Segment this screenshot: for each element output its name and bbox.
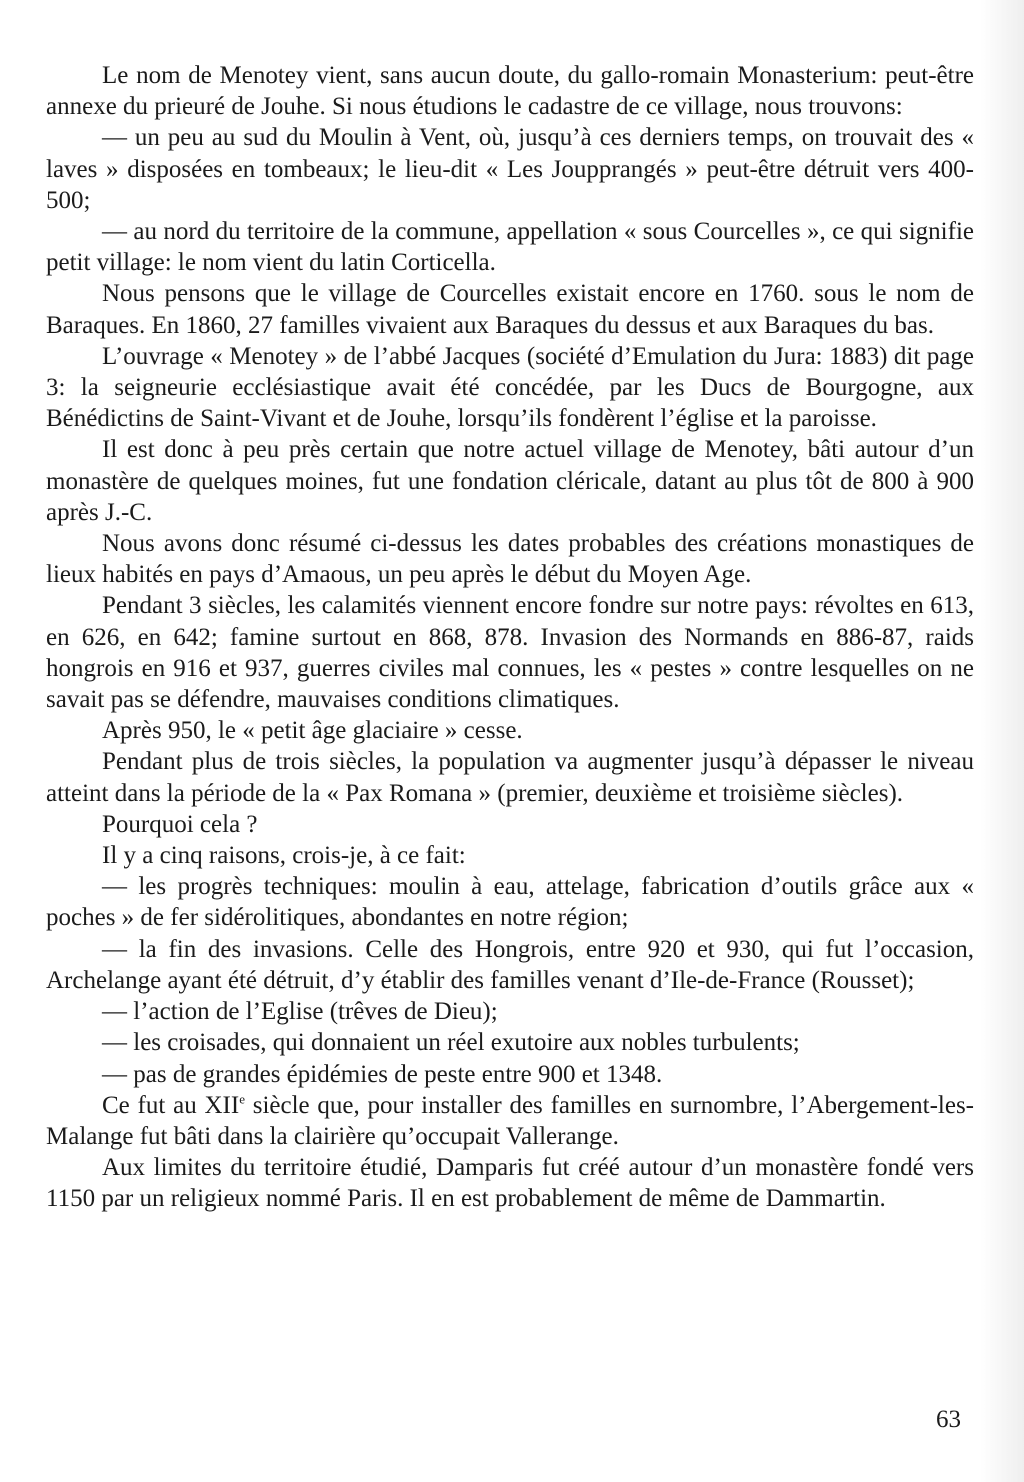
list-item-fin-invasions: — la fin des invasions. Celle des Hongrois, entre 920 et 930, qui fut l’occasion, Archelange ayant été détruit, d’y établir des familles venant d’Ile-de-France (Rousset); [46,935,974,994]
list-item-croisades: — les croisades, qui donnaient un réel exutoire aux nobles turbulents; [102,1029,800,1057]
paragraph-creations-monastiques: Nous avons donc résumé ci-dessus les dates probables des créations monastiques de lieux habités en pays d’Amaous, un peu après le début du Moyen Age. [46,530,974,589]
list-item-action-eglise: — l’action de l’Eglise (trêves de Dieu); [102,998,498,1026]
page-body [46,60,974,1215]
xii-superscript: e [239,1091,245,1107]
list-item-epidemies: — pas de grandes épidémies de peste entre 900 et 1348. [102,1060,663,1088]
xii-text-after: siècle que, pour installer des familles en surnombre, l’Abergement-les-Malange fut bâti dans la clairière qu’occupait Vallerange. [46,1091,974,1150]
paragraph-menotey-name: Le nom de Menotey vient, sans aucun doute, du gallo-romain Monasterium: peut-être annexe du prieuré de Jouhe. Si nous étudions le cadastre de ce village, nous trouvons: [46,62,974,121]
paragraph-xii-siecle [46,1090,974,1152]
paragraph-sous-courcelles: — au nord du territoire de la commune, appellation « sous Courcelles », ce qui signifie petit village: le nom vient du latin Corticella. [46,218,974,277]
paragraph-fondation-clericale: Il est donc à peu près certain que notre actuel village de Menotey, bâti autour d’un monastère de quelques moines, fut une fondation cléricale, datant au plus tôt de 800 à 900 après J.-C. [46,436,974,526]
paragraph-cinq-raisons: Il y a cinq raisons, crois-je, à ce fait: [102,842,466,870]
page-number: 63 [936,1406,961,1433]
paragraph-courcelles-1760: Nous pensons que le village de Courcelles existait encore en 1760. sous le nom de Baraques. En 1860, 27 familles vivaient aux Baraques du dessus et aux Baraques du bas. [46,280,974,339]
xii-text-before: Ce fut au XII [102,1091,240,1119]
paragraph-calamites: Pendant 3 siècles, les calamités viennent encore fondre sur notre pays: révoltes en 613, en 626, en 642; famine surtout en 868, 878. Invasion des Normands en 886-87, raids hongrois en 916 et 937, guerres civiles mal connues, les « pestes » contre lesquelles on ne savait pas se défendre, mauvaises conditions climatiques. [46,592,974,714]
list-item-progres-techniques: — les progrès techniques: moulin à eau, attelage, fabrication d’outils grâce aux « poches » de fer sidérolitiques, abondantes en notre région; [46,873,974,932]
paragraph-petit-age-glaciaire: Après 950, le « petit âge glaciaire » cesse. [102,717,523,745]
paragraph-moulin-a-vent: — un peu au sud du Moulin à Vent, où, jusqu’à ces derniers temps, on trouvait des « laves » disposées en tombeaux; le lieu-dit « Les Joupprangés » peut-être détruit vers 400-500; [46,124,974,214]
paragraph-ouvrage-menotey: L’ouvrage « Menotey » de l’abbé Jacques (société d’Emulation du Jura: 1883) dit page 3: la seigneurie ecclésiastique avait été concédée, par les Ducs de Bourgogne, aux Bénédictins de Saint-Vivant et de Jouhe, lorsqu’ils fondèrent l’église et la paroisse. [46,342,974,433]
paragraph-pourquoi: Pourquoi cela ? [102,810,258,838]
margin-bleed-through [980,0,1024,1482]
paragraph-damparis: Aux limites du territoire étudié, Damparis fut créé autour d’un monastère fondé vers 1150 par un religieux nommé Paris. Il en est probablement de même de Dammartin. [46,1154,974,1213]
paragraph-population: Pendant plus de trois siècles, la population va augmenter jusqu’à dépasser le niveau atteint dans la période de la « Pax Romana » (premier, deuxième et troisième siècles). [46,748,974,807]
